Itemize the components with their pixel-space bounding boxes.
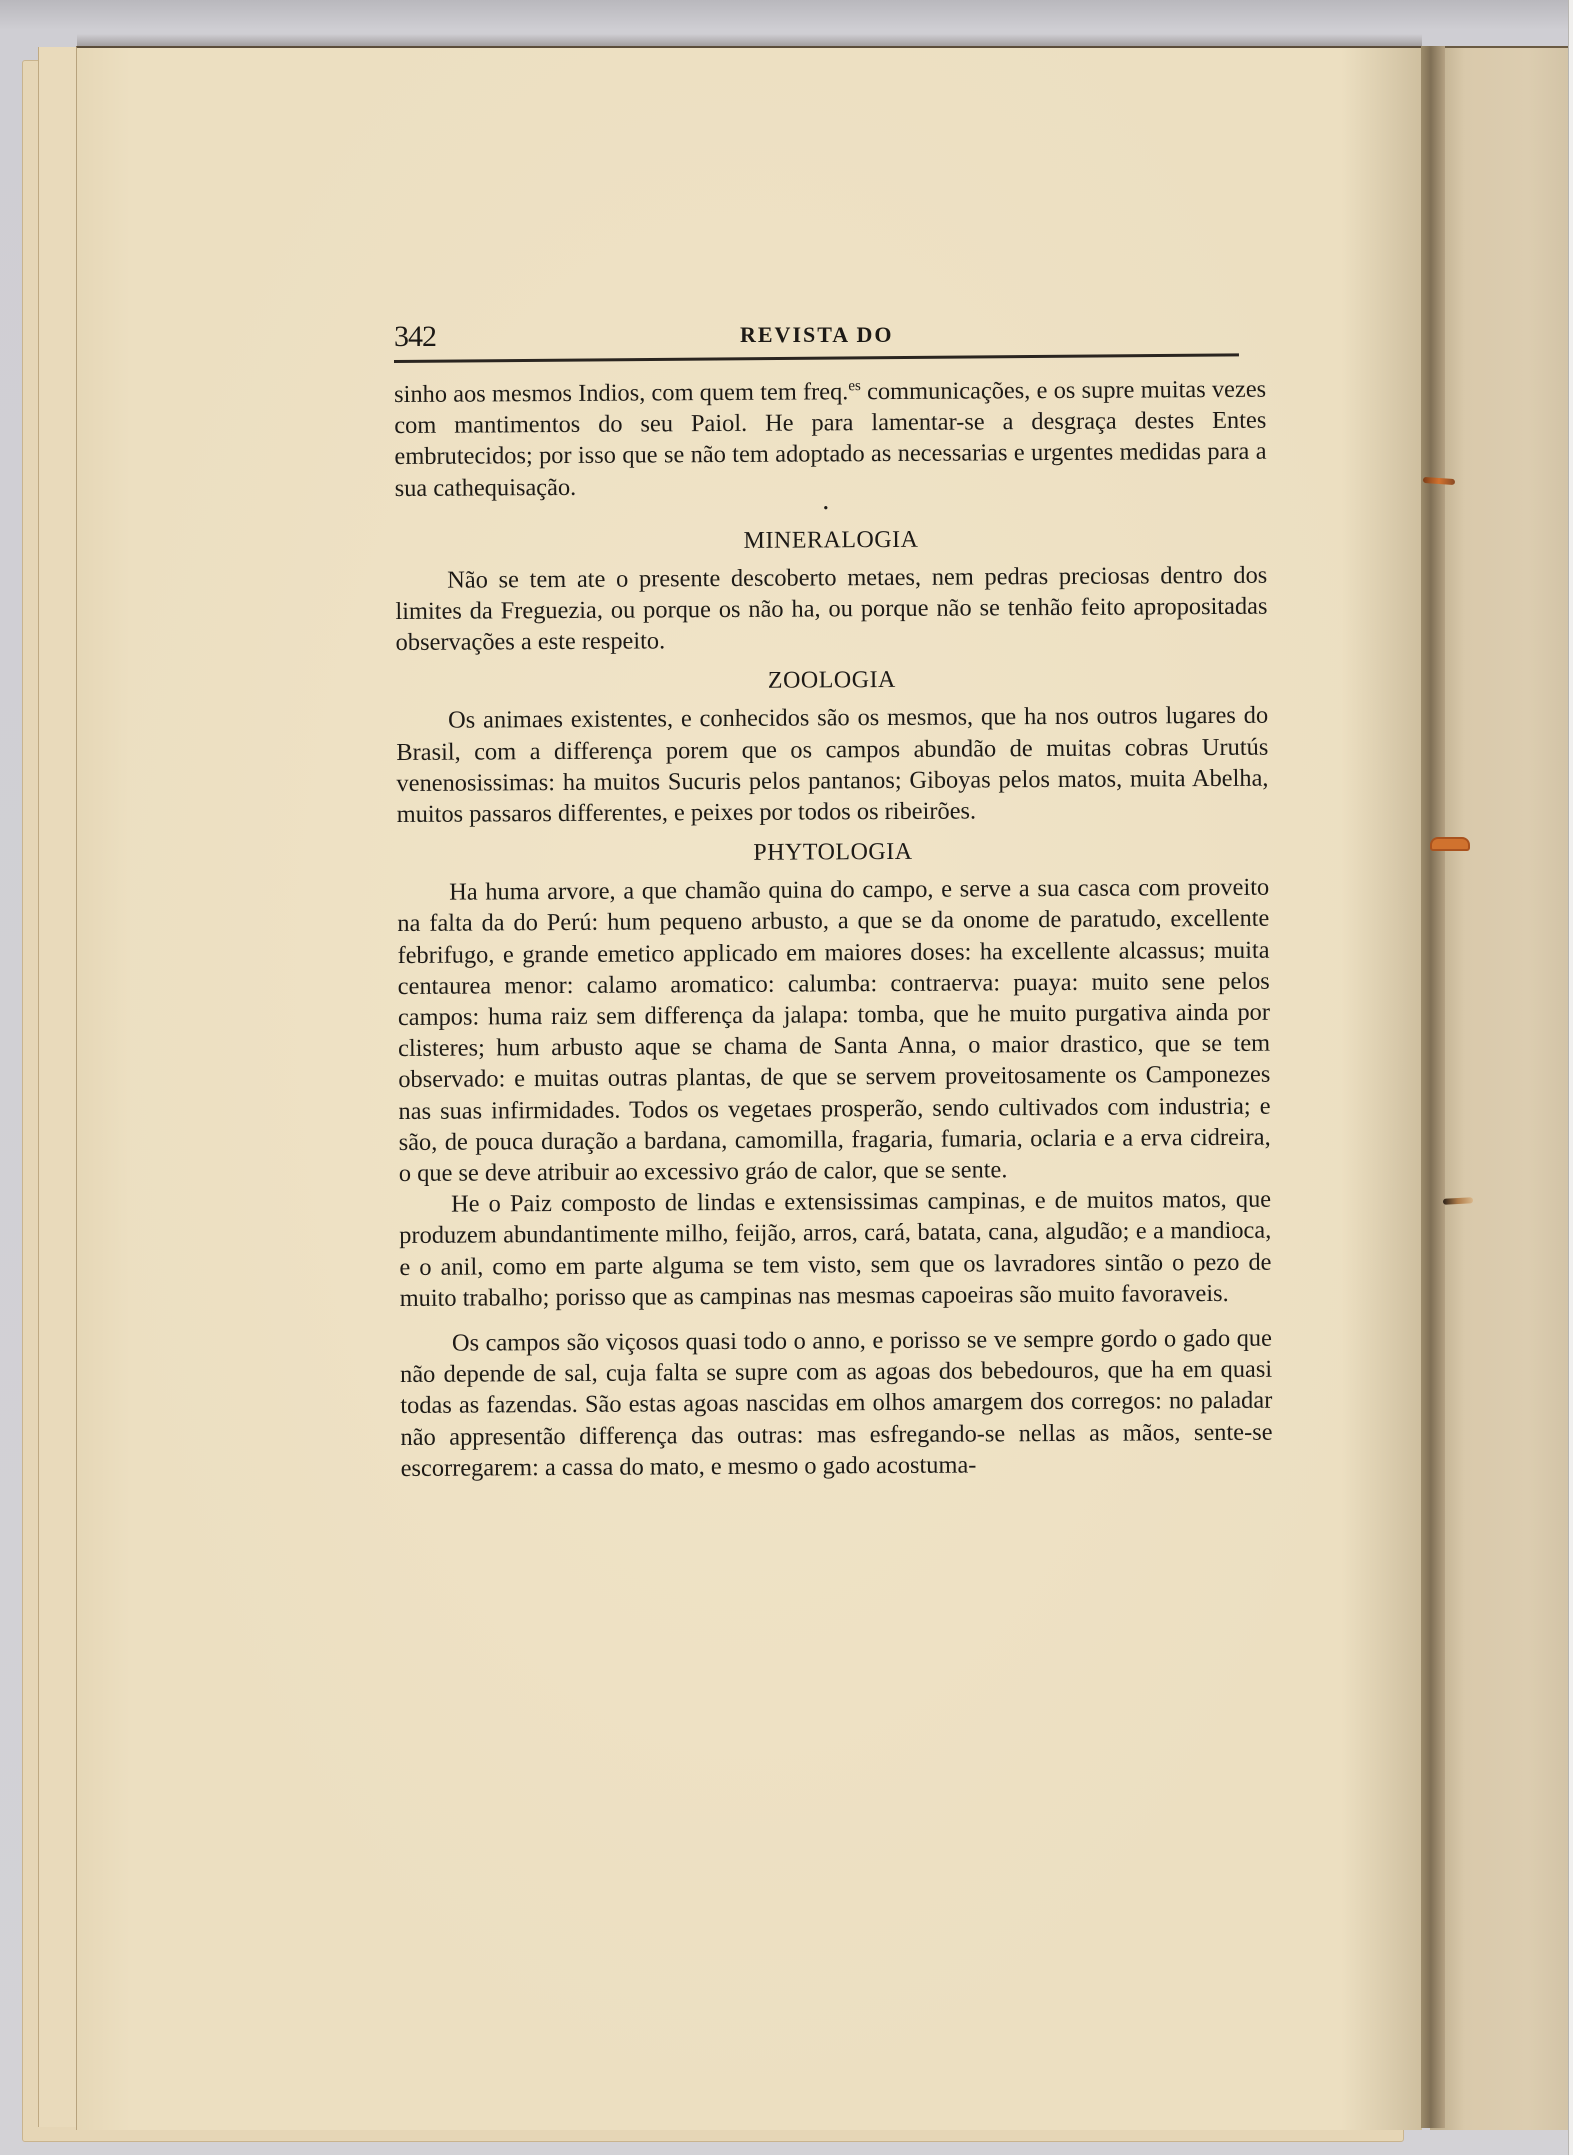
- opening-text-continued: communicações, e os supre muitas vezes com mantimentos do seu Paiol. He para lamentar-se a desgraça destes Entes embrutecidos; por isso que se não tem adoptado as necessarias e urgentes medidas para a sua cathequisação.: [394, 375, 1267, 502]
- binding-stitch-icon: [1430, 837, 1470, 851]
- paragraph-phytologia-1: Ha huma arvore, a que chamão quina do campo, e serve a sua casca com proveito na falta da do Perú: hum pequeno arbusto, a que se da onome de paratudo, excellente febrifugo, e grande emetico applicado em maiores doses: ha excellente alcassus; muita centaurea menor: calamo aromatico: calumba: contraerva: puaya: muito sene pelos campos: huma raiz sem differença da jalapa: tomba, que he muito purgativa ainda por clisteres; hum arbusto aque se chama de Santa Anna, o maior drastico, que se tem observado: e muitas outras plantas, de que se servem proveitosamente os Camponezes nas suas infirmidades. Todos os vegetaes prosperão, sendo cultivados com industria; e são, de pouca duração a bardana, camomilla, fragaria, fumaria, oclaria e a erva cidreira, o que se deve atribuir ao excessivo gráo de calor, que se sente.: [397, 873, 1271, 1188]
- opening-paragraph: [394, 369, 1267, 504]
- paragraph-zoologia: Os animaes existentes, e conhecidos são os mesmos, que ha nos outros lugares do Brasil, com a differença porem que os campos abundão de muitas cobras Urutús venenosissimas: ha muitos Sucuris pelos pantanos; Giboyas pelos matos, muita Abelha, muitos passaros differentes, e peixes por todos os ribeirões.: [396, 702, 1269, 829]
- book-gutter: [1421, 46, 1445, 2128]
- opening-text: sinho aos mesmos Indios, com quem tem freq.: [394, 378, 849, 408]
- header-rule: [394, 353, 1239, 363]
- body-text: [394, 369, 1273, 1484]
- paragraph-phytologia-2: He o Paiz composto de lindas e extensissimas campinas, e de muitos matos, que produzem abundantimente milho, feijão, arros, cará, batata, cana, algudão; e a mandioca, e o anil, como em parte alguma se tem visto, sem que os lavradores sintão o pezo de muito trabalho; porisso que as campinas nas mesmas capoeiras são muito favoraveis.: [399, 1185, 1272, 1312]
- section-heading-mineralogia: MINERALOGIA: [743, 526, 919, 554]
- scan-edge: [1568, 0, 1573, 2155]
- separator-mark: •: [823, 501, 829, 517]
- page-number: 342: [394, 320, 436, 353]
- paragraph-mineralogia: Não se tem ate o presente descoberto metaes, nem pedras preciosas dentro dos limites da Freguezia, ou porque os não ha, ou porque não se tenhão feito apropositadas observações a este respeito.: [395, 561, 1268, 657]
- facing-page: [1430, 46, 1570, 2130]
- running-head: [394, 318, 1266, 362]
- section-heading-zoologia: ZOOLOGIA: [767, 667, 896, 695]
- paragraph-phytologia-3: Os campos são viçosos quasi todo o anno, e porisso se ve sempre gordo o gado que não depende de sal, cuja falta se supre com as agoas dos bebedouros, que ha em quasi todas as fazendas. São estas agoas nascidas em olhos amargem dos corregos: no paladar não appresentão differença das outras: mas esfregando-se nellas as mãos, sente-se escorregarem: a cassa do mato, e mesmo o gado acostuma-: [400, 1324, 1273, 1482]
- section-heading-phytologia: PHYTOLOGIA: [753, 839, 913, 867]
- abbreviation-superscript: es: [848, 378, 861, 395]
- journal-title: REVISTA DO: [740, 322, 894, 347]
